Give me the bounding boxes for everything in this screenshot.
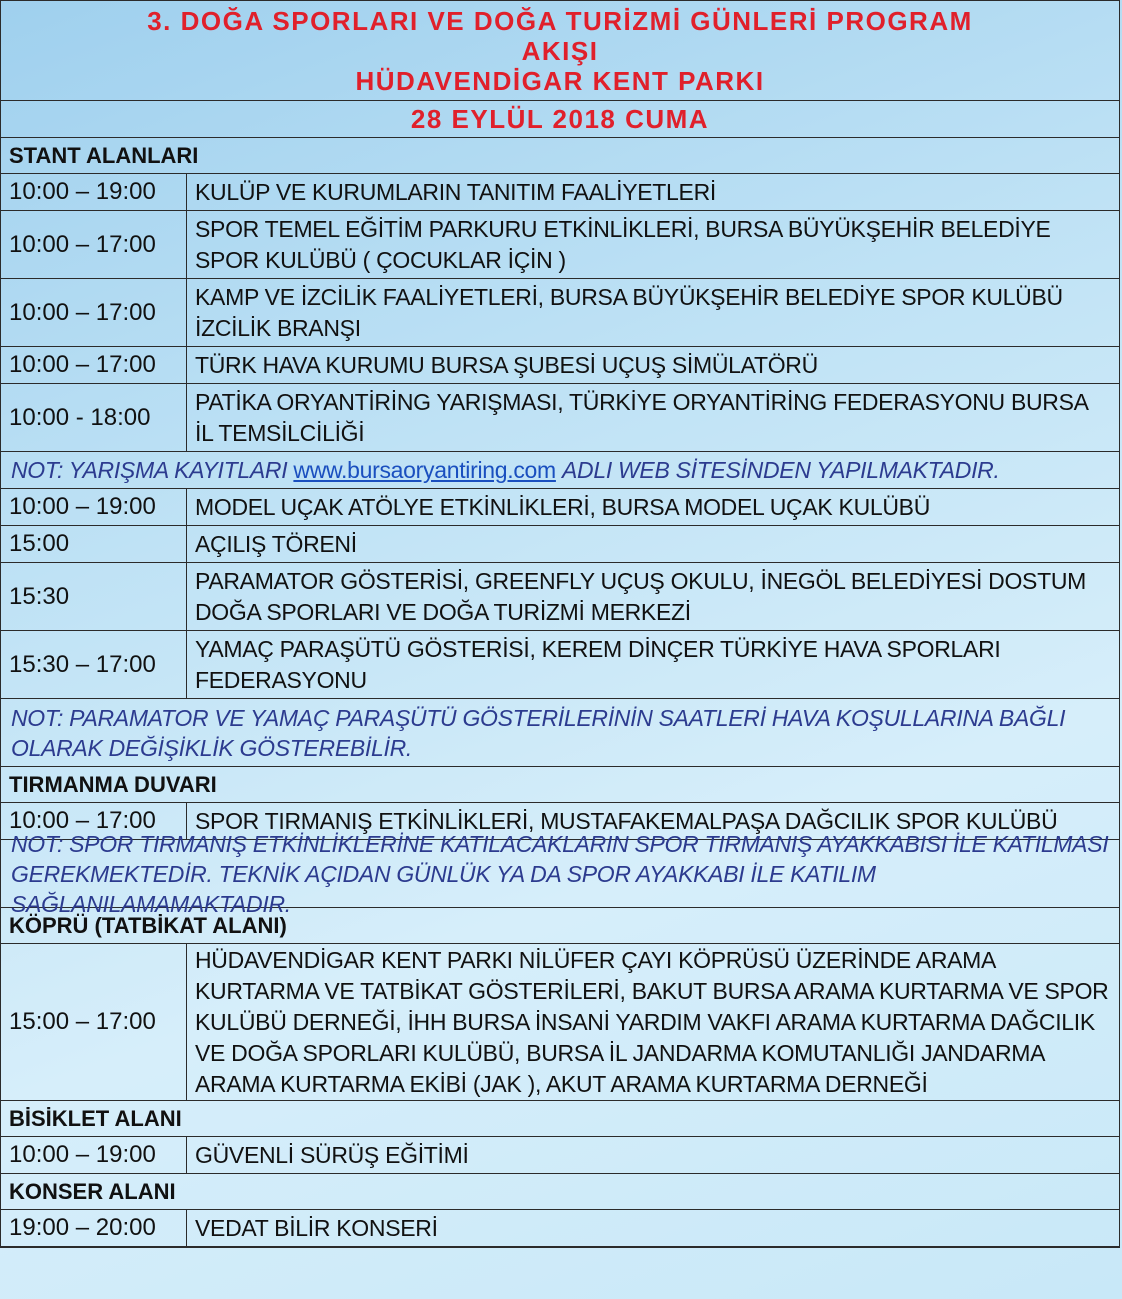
row-time: 10:00 – 19:00 (1, 489, 187, 525)
section-title-kopru: KÖPRÜ (TATBİKAT ALANI) (1, 908, 1119, 944)
program-title-line1: 3. DOĞA SPORLARI VE DOĞA TURİZMİ GÜNLERİ PROGRAM (147, 5, 973, 36)
table-row (1, 1137, 1119, 1174)
program-venue: HÜDAVENDİGAR KENT PARKI (355, 65, 765, 96)
row-description: HÜDAVENDİGAR KENT PARKI NİLÜFER ÇAYI KÖPRÜSÜ ÜZERİNDE ARAMA KURTARMA VE TATBİKAT GÖSTERİLERİ, BAKUT BURSA ARAMA KURTARMA VE SPOR KULÜBÜ DERNEĞİ, İHH BURSA İNSANİ YARDIM VAKFI ARAMA KURTARMA DAĞCILIK VE DOĞA SPORLARI KULÜBÜ, BURSA İL JANDARMA KOMUTANLIĞI JANDARMA ARAMA KURTARMA EKİBİ (JAK ), AKUT ARAMA KURTARMA DERNEĞİ (195, 946, 1109, 1097)
row-description: TÜRK HAVA KURUMU BURSA ŞUBESİ UÇUŞ SİMÜLATÖRÜ (195, 351, 818, 378)
table-row (1, 211, 1119, 279)
note-text: NOT: YARIŞMA KAYITLARI (11, 457, 288, 483)
row-description: PARAMATOR GÖSTERİSİ, GREENFLY UÇUŞ OKULU, İNEGÖL BELEDİYESİ DOSTUM DOĞA SPORLARI VE DOĞA TURİZMİ MERKEZİ (195, 567, 1087, 625)
section-title-konser: KONSER ALANI (1, 1174, 1119, 1210)
row-time: 15:00 – 17:00 (1, 944, 187, 1100)
note-text: ADLI WEB SİTESİNDEN YAPILMAKTADIR. (562, 457, 1000, 483)
row-time: 15:30 (1, 563, 187, 630)
row-description: MODEL UÇAK ATÖLYE ETKİNLİKLERİ, BURSA MODEL UÇAK KULÜBÜ (195, 493, 931, 520)
row-time: 10:00 – 17:00 (1, 347, 187, 383)
row-time: 10:00 - 18:00 (1, 384, 187, 451)
section-title-bisiklet: BİSİKLET ALANI (1, 1101, 1119, 1137)
row-time: 15:00 (1, 526, 187, 562)
row-time: 10:00 – 17:00 (1, 211, 187, 278)
row-description: KULÜP VE KURUMLARIN TANITIM FAALİYETLERİ (195, 178, 716, 205)
table-row (1, 347, 1119, 384)
row-time: 10:00 – 17:00 (1, 803, 187, 839)
table-row (1, 384, 1119, 452)
row-description: VEDAT BİLİR KONSERİ (195, 1214, 438, 1241)
program-date: 28 EYLÜL 2018 CUMA (1, 101, 1119, 138)
row-description: YAMAÇ PARAŞÜTÜ GÖSTERİSİ, KEREM DİNÇER TÜRKİYE HAVA SPORLARI FEDERASYONU (195, 635, 1001, 693)
row-time: 19:00 – 20:00 (1, 1210, 187, 1246)
row-description: SPOR TEMEL EĞİTİM PARKURU ETKİNLİKLERİ, BURSA BÜYÜKŞEHİR BELEDİYE SPOR KULÜBÜ ( ÇOCUKLAR İÇİN ) (195, 215, 1051, 273)
section-title-stant: STANT ALANLARI (1, 138, 1119, 174)
note-climbing: NOT: SPOR TIRMANIŞ ETKİNLİKLERİNE KATILACAKLARIN SPOR TIRMANIŞ AYAKKABISI İLE KATILMASI GEREKMEKTEDİR. TEKNİK AÇIDAN GÜNLÜK YA DA SPOR AYAKKABI İLE KATILIM SAĞLANILAMAMAKTADIR. (1, 840, 1119, 908)
note-registration (1, 452, 1119, 489)
table-row (1, 489, 1119, 526)
section-title-tirmanma: TIRMANMA DUVARI (1, 767, 1119, 803)
website-link[interactable]: www.bursaoryantiring.com (293, 457, 556, 483)
row-description: PATİKA ORYANTİRİNG YARIŞMASI, TÜRKİYE ORYANTİRİNG FEDERASYONU BURSA İL TEMSİLCİLİĞİ (195, 388, 1088, 446)
row-time: 10:00 – 19:00 (1, 174, 187, 210)
table-row (1, 1210, 1119, 1247)
row-time: 15:30 – 17:00 (1, 631, 187, 698)
row-time: 10:00 – 17:00 (1, 279, 187, 346)
table-row (1, 526, 1119, 563)
row-description: KAMP VE İZCİLİK FAALİYETLERİ, BURSA BÜYÜKŞEHİR BELEDİYE SPOR KULÜBÜ İZCİLİK BRANŞI (195, 283, 1063, 341)
row-description: SPOR TIRMANIŞ ETKİNLİKLERİ, MUSTAFAKEMALPAŞA DAĞCILIK SPOR KULÜBÜ (195, 807, 1058, 834)
table-row (1, 563, 1119, 631)
program-header (1, 1, 1119, 101)
note-weather: NOT: PARAMATOR VE YAMAÇ PARAŞÜTÜ GÖSTERİLERİNİN SAATLERİ HAVA KOŞULLARINA BAĞLI OLARAK DEĞİŞİKLİK GÖSTEREBİLİR. (1, 699, 1119, 767)
row-description: AÇILIŞ TÖRENİ (195, 530, 357, 557)
program-title-line2: AKIŞI (521, 35, 599, 66)
table-row (1, 944, 1119, 1101)
row-description: GÜVENLİ SÜRÜŞ EĞİTİMİ (195, 1141, 469, 1168)
table-row (1, 174, 1119, 211)
table-row (1, 279, 1119, 347)
table-row (1, 631, 1119, 699)
row-time: 10:00 – 19:00 (1, 1137, 187, 1173)
